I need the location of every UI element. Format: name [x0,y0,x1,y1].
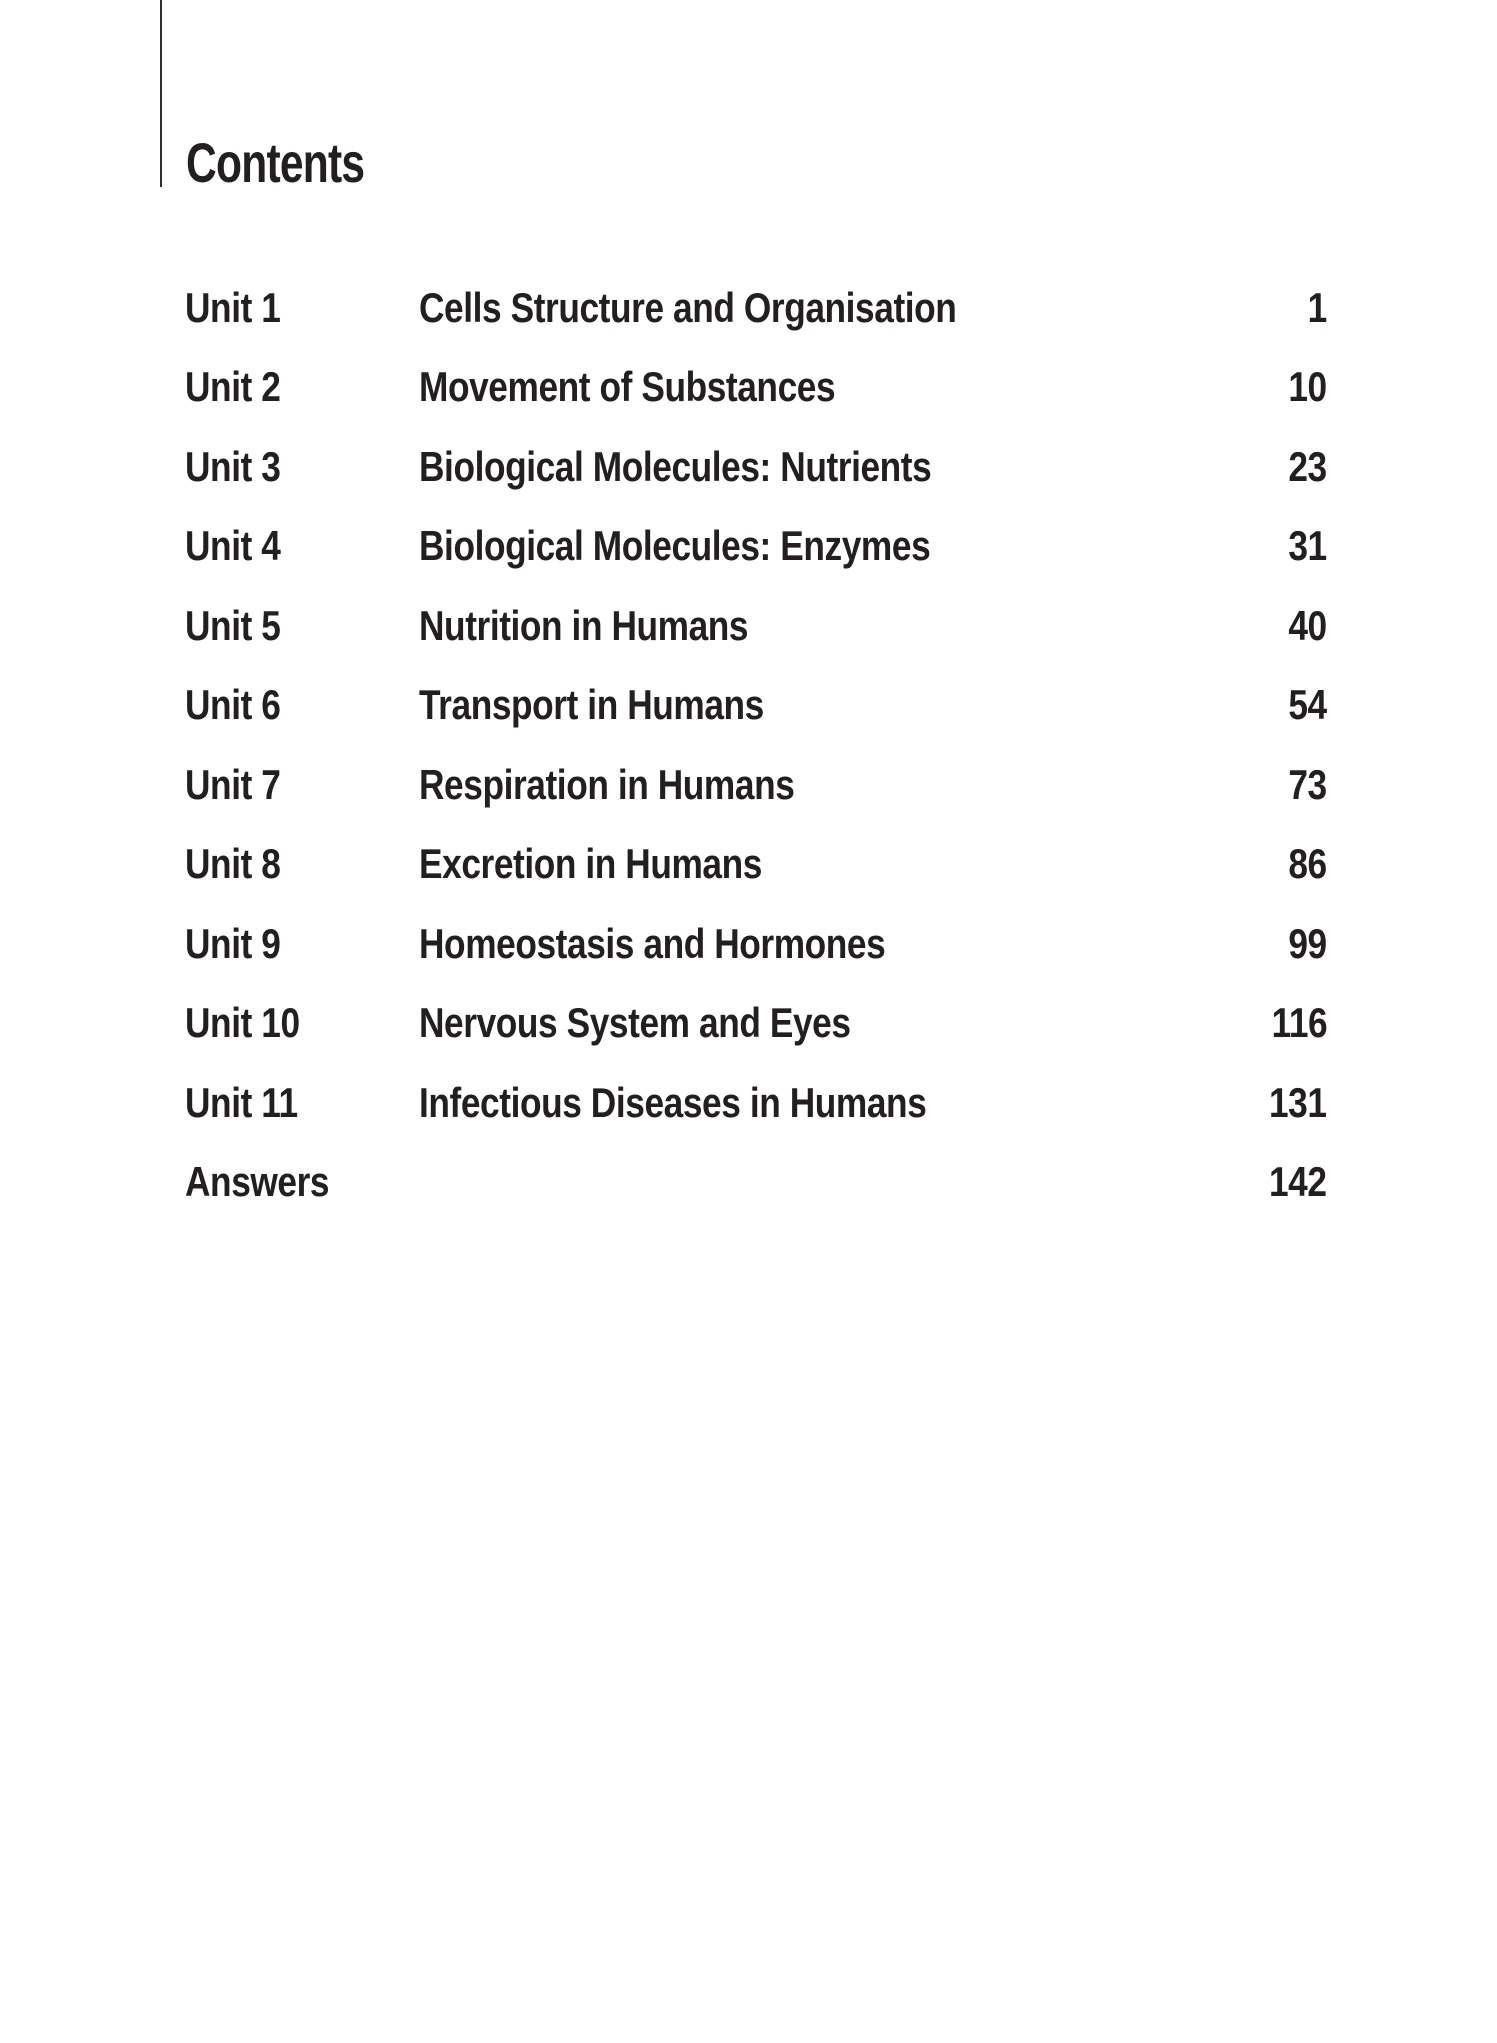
unit-title: Biological Molecules: Nutrients [419,442,932,490]
page-number: 10 [1288,363,1327,411]
unit-title: Nutrition in Humans [419,601,749,649]
unit-title: Infectious Diseases in Humans [419,1078,927,1126]
unit-label: Unit 10 [185,999,300,1047]
unit-title: Transport in Humans [419,681,764,729]
toc-row [185,268,1327,348]
toc-row [185,666,1327,746]
page-title: Contents [186,131,365,194]
toc-row [185,825,1327,905]
unit-label: Unit 1 [185,283,281,331]
page-number: 1 [1307,283,1327,331]
page-number: 86 [1288,840,1327,888]
toc-row [185,904,1327,984]
unit-label: Unit 9 [185,919,281,967]
unit-label: Unit 11 [185,1078,298,1126]
unit-title: Homeostasis and Hormones [419,919,886,967]
toc-row [185,507,1327,587]
toc-row [185,348,1327,428]
toc-row [185,984,1327,1064]
unit-title: Nervous System and Eyes [419,999,851,1047]
unit-label: Answers [185,1158,330,1206]
page-number: 116 [1271,999,1327,1047]
table-of-contents [185,268,1327,1222]
page-number: 131 [1269,1078,1327,1126]
toc-row [185,427,1327,507]
toc-row [185,1143,1327,1223]
left-margin-rule [160,0,162,187]
unit-title: Excretion in Humans [419,840,762,888]
unit-label: Unit 2 [185,363,281,411]
page-number: 40 [1288,601,1327,649]
unit-title: Movement of Substances [419,363,836,411]
toc-row [185,586,1327,666]
page-number: 73 [1288,760,1327,808]
page-number: 54 [1288,681,1327,729]
page-number: 99 [1288,919,1327,967]
unit-title: Respiration in Humans [419,760,795,808]
unit-label: Unit 7 [185,760,281,808]
unit-label: Unit 5 [185,601,281,649]
page-number: 142 [1269,1158,1327,1206]
unit-label: Unit 6 [185,681,281,729]
unit-label: Unit 8 [185,840,281,888]
toc-row [185,745,1327,825]
unit-title: Cells Structure and Organisation [419,283,957,331]
unit-label: Unit 3 [185,442,281,490]
unit-title: Biological Molecules: Enzymes [419,522,931,570]
page-number: 23 [1288,442,1327,490]
page-number: 31 [1288,522,1327,570]
unit-label: Unit 4 [185,522,281,570]
toc-row [185,1063,1327,1143]
